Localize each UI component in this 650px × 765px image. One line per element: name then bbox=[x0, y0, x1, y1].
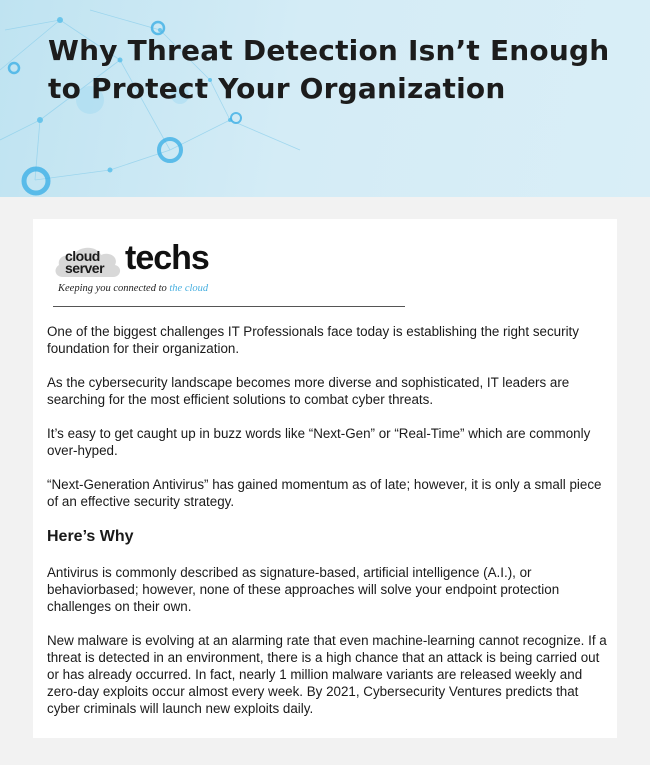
logo-cloud-word: cloud bbox=[65, 248, 100, 264]
page-title: Why Threat Detection Isn’t Enough to Protect Your Organization bbox=[48, 34, 610, 105]
divider bbox=[53, 306, 405, 307]
paragraph: As the cybersecurity landscape becomes more diverse and sophisticated, IT leaders are searching for the most efficient solutions to combat cyber threats. bbox=[47, 375, 570, 407]
tagline-accent: the cloud bbox=[169, 283, 209, 294]
tagline-prefix: Keeping you connected to bbox=[58, 283, 167, 294]
paragraph: It’s easy to get caught up in buzz words like “Next-Gen” or “Real-Time” which are commonly over-hyped. bbox=[47, 426, 591, 458]
hero-banner bbox=[0, 0, 650, 197]
cloudservertechs-logo bbox=[53, 241, 393, 301]
logo-server-word: server bbox=[65, 260, 105, 276]
paragraph: “Next-Generation Antivirus” has gained momentum as of late; however, it is only a small piece of an effective security strategy. bbox=[47, 477, 602, 509]
paragraph: Antivirus is commonly described as signature-based, artificial intelligence (A.I.), or behaviorbased; however, none of these approaches will solve your endpoint protection challenges on their own. bbox=[47, 565, 560, 614]
paragraph: New malware is evolving at an alarming rate that even machine-learning cannot recognize. If a threat is detected in an environment, there is a high chance that an attack is being carried out or has already occurred. In fact, nearly 1 million malware variants are released weekly and zero-day exploits occur almost every week. By 2021, Cybersecurity Ventures predicts that cyber criminals will launch new exploits daily. bbox=[47, 633, 607, 716]
section-heading: Here’s Why bbox=[47, 528, 134, 545]
paragraph: One of the biggest challenges IT Professionals face today is establishing the right security foundation for their organization. bbox=[47, 324, 579, 356]
article-card bbox=[33, 219, 617, 738]
logo-cloud-text bbox=[65, 250, 125, 274]
logo-tagline bbox=[58, 283, 208, 294]
logo-brand-word: techs bbox=[125, 239, 209, 277]
article-body bbox=[47, 323, 607, 734]
